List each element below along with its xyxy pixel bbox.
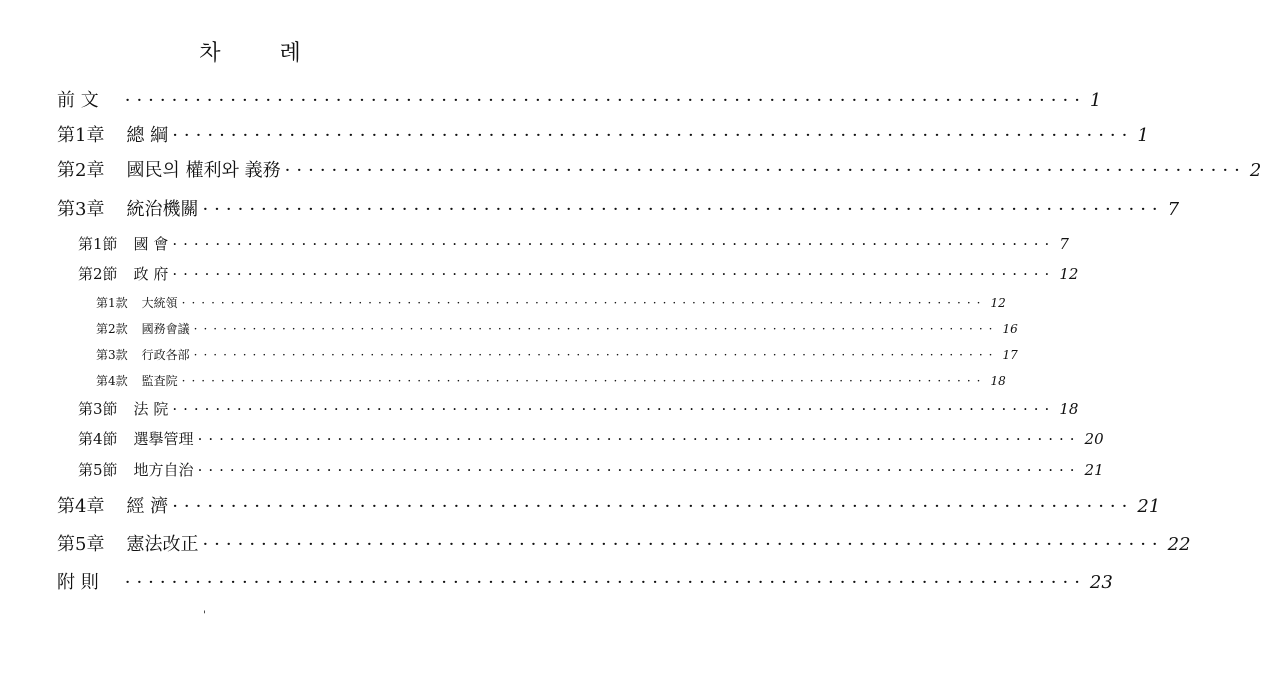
toc-entry-label: 第2款 [96, 322, 128, 336]
toc-entry-page: 22 [1167, 534, 1191, 555]
toc-entry-page: 7 [1167, 199, 1180, 220]
toc-entry-page: 18 [990, 374, 1006, 388]
leader-dots: ·················································································· [181, 374, 987, 388]
toc-entry-title: 統治機關 [126, 199, 199, 220]
toc-entry-page: 12 [990, 296, 1006, 310]
toc-entry-title: 大統領 [141, 296, 178, 310]
toc-entry-label: 第3款 [96, 348, 128, 362]
toc-entry-section-4[interactable] [78, 428, 1104, 449]
toc-entry-chapter-5[interactable] [57, 530, 1191, 556]
leader-dots: ·················································································· [197, 461, 1081, 479]
leader-dots: ·················································································· [193, 348, 999, 362]
toc-entry-chapter-1[interactable] [57, 121, 1149, 147]
toc-entry-section-5[interactable] [78, 459, 1104, 480]
toc-entry-section-2[interactable] [78, 263, 1079, 284]
toc-entry-label: 第3章 [57, 199, 105, 220]
leader-dots: ·················································································· [172, 400, 1056, 418]
toc-entry-article-1[interactable] [96, 294, 1006, 311]
toc-entry-page: 21 [1084, 461, 1104, 479]
toc-entry-article-2[interactable] [96, 320, 1018, 337]
leader-dots: ·················································································· [197, 430, 1081, 448]
toc-entry-label: 第4款 [96, 374, 128, 388]
toc-entry-label: 第5節 [78, 461, 118, 479]
toc-entry-page: 18 [1059, 400, 1079, 418]
toc-entry-title: 憲法改正 [126, 534, 199, 555]
toc-entry-chapter-3[interactable] [57, 195, 1180, 221]
stray-mark: ' [203, 610, 206, 621]
toc-entry-label: 第5章 [57, 534, 105, 555]
toc-entry-label: 第2節 [78, 265, 118, 283]
toc-entry-label: 第2章 [57, 160, 105, 181]
toc-entry-section-1[interactable] [78, 233, 1069, 254]
toc-entry-chapter-4[interactable] [57, 492, 1161, 518]
leader-dots: ·················································································· [202, 199, 1164, 220]
toc-entry-article-4[interactable] [96, 372, 1006, 389]
toc-entry-title: 國務會議 [141, 322, 190, 336]
toc-entry-preamble[interactable] [57, 86, 1102, 112]
leader-dots: ·················································································· [172, 235, 1056, 253]
toc-entry-page: 12 [1059, 265, 1079, 283]
toc-entry-chapter-2[interactable] [57, 156, 1261, 182]
toc-entry-label: 第3節 [78, 400, 118, 418]
leader-dots: ·················································································· [124, 572, 1086, 593]
toc-entry-title: 國 會 [133, 235, 169, 253]
toc-entry-title: 選擧管理 [133, 430, 194, 448]
toc-entry-page: 21 [1137, 496, 1161, 517]
leader-dots: ·················································································· [172, 125, 1134, 146]
toc-entry-title: 地方自治 [133, 461, 194, 479]
leader-dots: ·················································································· [172, 265, 1056, 283]
toc-entry-title: 法 院 [133, 400, 169, 418]
toc-entry-page: 16 [1002, 322, 1018, 336]
toc-entry-label: 第4節 [78, 430, 118, 448]
toc-entry-page: 23 [1089, 572, 1113, 593]
toc-entry-addenda[interactable] [57, 568, 1113, 594]
toc-entry-page: 2 [1249, 160, 1261, 181]
leader-dots: ·················································································· [202, 534, 1164, 555]
leader-dots: ·················································································· [284, 160, 1246, 181]
leader-dots: ·················································································· [124, 90, 1086, 111]
toc-entry-title: 政 府 [133, 265, 169, 283]
toc-entry-label: 第1章 [57, 125, 105, 146]
leader-dots: ·················································································· [181, 296, 987, 310]
toc-entry-page: 7 [1059, 235, 1069, 253]
leader-dots: ·················································································· [172, 496, 1134, 517]
leader-dots: ·················································································· [193, 322, 999, 336]
toc-entry-page: 1 [1089, 90, 1102, 111]
toc-entry-page: 20 [1084, 430, 1104, 448]
toc-entry-section-3[interactable] [78, 398, 1079, 419]
toc-entry-title: 國民의 權利와 義務 [126, 160, 281, 181]
toc-entry-label: 第1節 [78, 235, 118, 253]
toc-entry-title: 監査院 [141, 374, 178, 388]
toc-entry-label: 前 文 [57, 90, 99, 111]
page-title: 차 례 [199, 41, 327, 66]
toc-entry-label: 第1款 [96, 296, 128, 310]
toc-entry-label: 附 則 [57, 572, 99, 593]
toc-entry-page: 1 [1137, 125, 1149, 146]
toc-entry-page: 17 [1002, 348, 1018, 362]
toc-entry-title: 行政各部 [141, 348, 190, 362]
toc-entry-title: 經 濟 [126, 496, 169, 517]
toc-entry-title: 總 綱 [126, 125, 169, 146]
toc-entry-label: 第4章 [57, 496, 105, 517]
toc-entry-article-3[interactable] [96, 346, 1018, 363]
